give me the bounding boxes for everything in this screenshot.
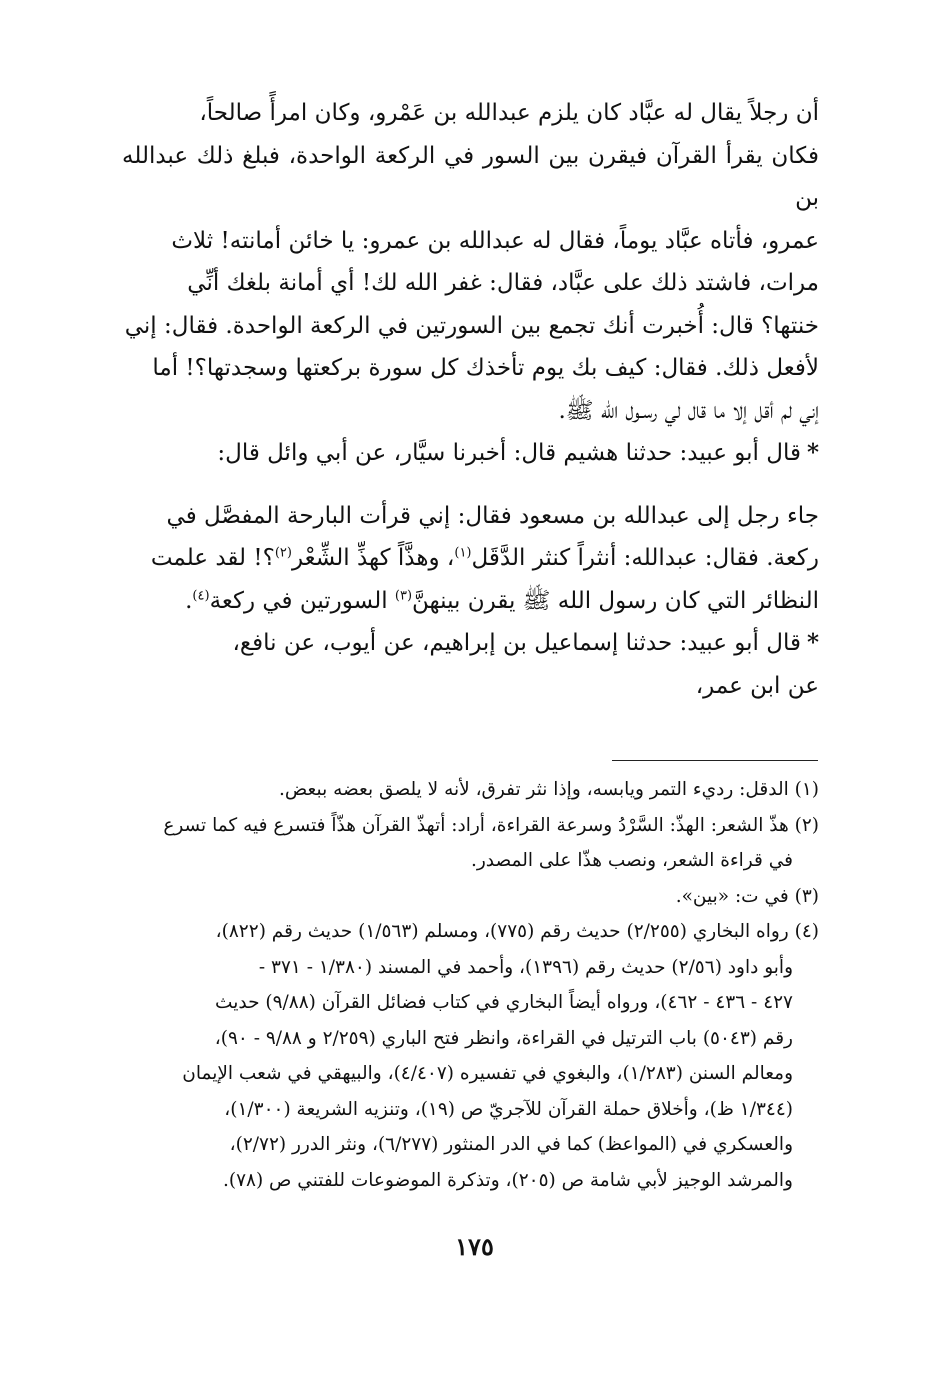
- footnote-3: (٣) في ت: «بين».: [675, 885, 819, 907]
- text-line: لأفعل ذلك. فقال: كيف بك يوم تأخذك كل سورة بركعتها وسجدتها؟! أما: [152, 355, 819, 381]
- text-segment: السورتين في ركعة: [209, 587, 395, 614]
- text-line: مرات، فاشتد ذلك على عبَّاد، فقال: غفر الله لك! أي أمانة بلغك أنِّي: [187, 270, 819, 296]
- text-line: إني لم أقل إلا ما قال لي رسـول الله ﷺ.: [558, 397, 819, 424]
- footnote-1: (١) الدقل: رديء التمر ويابسه، وإذا نثر تفرق، لأنه لا يلصق بعضه ببعض.: [279, 779, 819, 800]
- footnote-line: ٤٢٧ - ٤٣٦ - ٤٦٢)، ورواه أيضاً البخاري في كتاب فضائل القرآن (٩/٨٨) حديث: [215, 992, 793, 1013]
- footnote-4: [122, 914, 819, 1198]
- text-segment: ، وهذَّاً كهذِّ الشِّعْر: [291, 545, 455, 571]
- text-line: عمرو، فأتاه عبَّاد يوماً، فقال له عبدالله بن عمرو: يا خائن أمانته! ثلاث: [171, 227, 819, 254]
- footnote-line: (٢) هذّ الشعر: الهذّ: السَّرْدُ وسرعة القراءة، أراد: أتهذّ القرآن هذّاً فتسرع فيه كما تسرع: [163, 814, 819, 836]
- text-line: [122, 580, 819, 623]
- paragraph-abbad-story: [122, 92, 819, 432]
- main-text: [122, 92, 819, 707]
- footnote-2: [122, 808, 819, 879]
- footnote-line: ومعالم السنن (١/٢٨٣)، والبغوي في تفسيره (٤/٤٠٧)، والبيهقي في شعب الإيمان: [182, 1063, 793, 1084]
- page-number: ١٧٥: [455, 1232, 494, 1261]
- text-line: فكان يقرأ القرآن فيقرن بين السور في الركعة الواحدة، فبلغ ذلك عبدالله بن: [122, 142, 819, 211]
- text-segment: .: [185, 587, 193, 614]
- footnote-ref-1[interactable]: (١): [454, 545, 472, 561]
- text-line: [122, 537, 819, 580]
- star-marker: *: [806, 439, 819, 466]
- footnote-ref-3[interactable]: (٣): [394, 587, 413, 603]
- star-marker: *: [806, 629, 819, 656]
- text-segment: النظائر التي كان رسول الله ﷺ يقرن بينهنَّ: [412, 587, 819, 614]
- footnote-separator: [612, 760, 818, 761]
- text-line: خنتها؟ قال: أُخبرت أنك تجمع بين السورتين في الركعة الواحدة. فقال: إني: [124, 312, 819, 339]
- footnote-line: (١/٣٤٤ ظ)، وأخلاق حملة القرآن للآجريّ ص (١٩)، وتنزيه الشريعة (١/٣٠٠)،: [224, 1098, 793, 1120]
- paragraph-ibn-masud: [122, 495, 819, 623]
- footnotes: [122, 772, 819, 1198]
- footnote-line: والمرشد الوجيز لأبي شامة ص (٢٠٥)، وتذكرة الموضوعات للفتني ص (٧٨).: [222, 1169, 793, 1191]
- text-segment: ؟! لقد علمت: [150, 545, 275, 571]
- footnote-line: في قراءة الشعر، ونصب هذّا على المصدر.: [470, 850, 793, 871]
- text-line: جاء رجل إلى عبدالله بن مسعود فقال: إني قرأت البارحة المفصَّل في: [166, 502, 819, 529]
- text-line: [122, 622, 819, 665]
- footnote-ref-4[interactable]: (٤): [192, 587, 210, 603]
- footnote-line: والعسكري في (المواعظ) كما في الدر المنثور (٦/٢٧٧)، ونثر الدرر (٢/٧٢)،: [229, 1134, 793, 1155]
- footnote-line: وأبو داود (٢/٥٦) حديث رقم (١٣٩٦)، وأحمد في المسند (١/٣٨٠ - ٣٧١ -: [258, 956, 793, 978]
- footnote-line: رقم (٥٠٤٣) باب الترتيل في القراءة، وانظر فتح الباري (٢/٢٥٩ و ٩/٨٨ - ٩٠)،: [214, 1027, 793, 1049]
- text-line: أن رجلاً يقال له عبَّاد كان يلزم عبدالله بن عَمْرو، وكان امرأً صالحاً،: [199, 100, 819, 126]
- footnote-line: (٤) رواه البخاري (٢/٢٥٥) حديث رقم (٧٧٥)، ومسلم (١/٥٦٣) حديث رقم (٨٢٢)،: [215, 921, 819, 942]
- footnote-ref-2[interactable]: (٢): [274, 545, 292, 561]
- text-segment: ركعة. فقال: عبدالله: أنثراً كنثر الدَّقَل: [471, 545, 819, 571]
- report-abu-ubaid-ismail: [122, 622, 819, 707]
- report-text: قال أبو عبيد: حدثنا هشيم قال: أخبرنا سيَّار، عن أبي وائل قال:: [217, 440, 801, 466]
- text-line: عن ابن عمر،: [695, 672, 819, 699]
- report-text: قال أبو عبيد: حدثنا إسماعيل بن إبراهيم، عن أيوب، عن نافع،: [232, 630, 801, 656]
- report-abu-ubaid-hushaym: [122, 432, 819, 475]
